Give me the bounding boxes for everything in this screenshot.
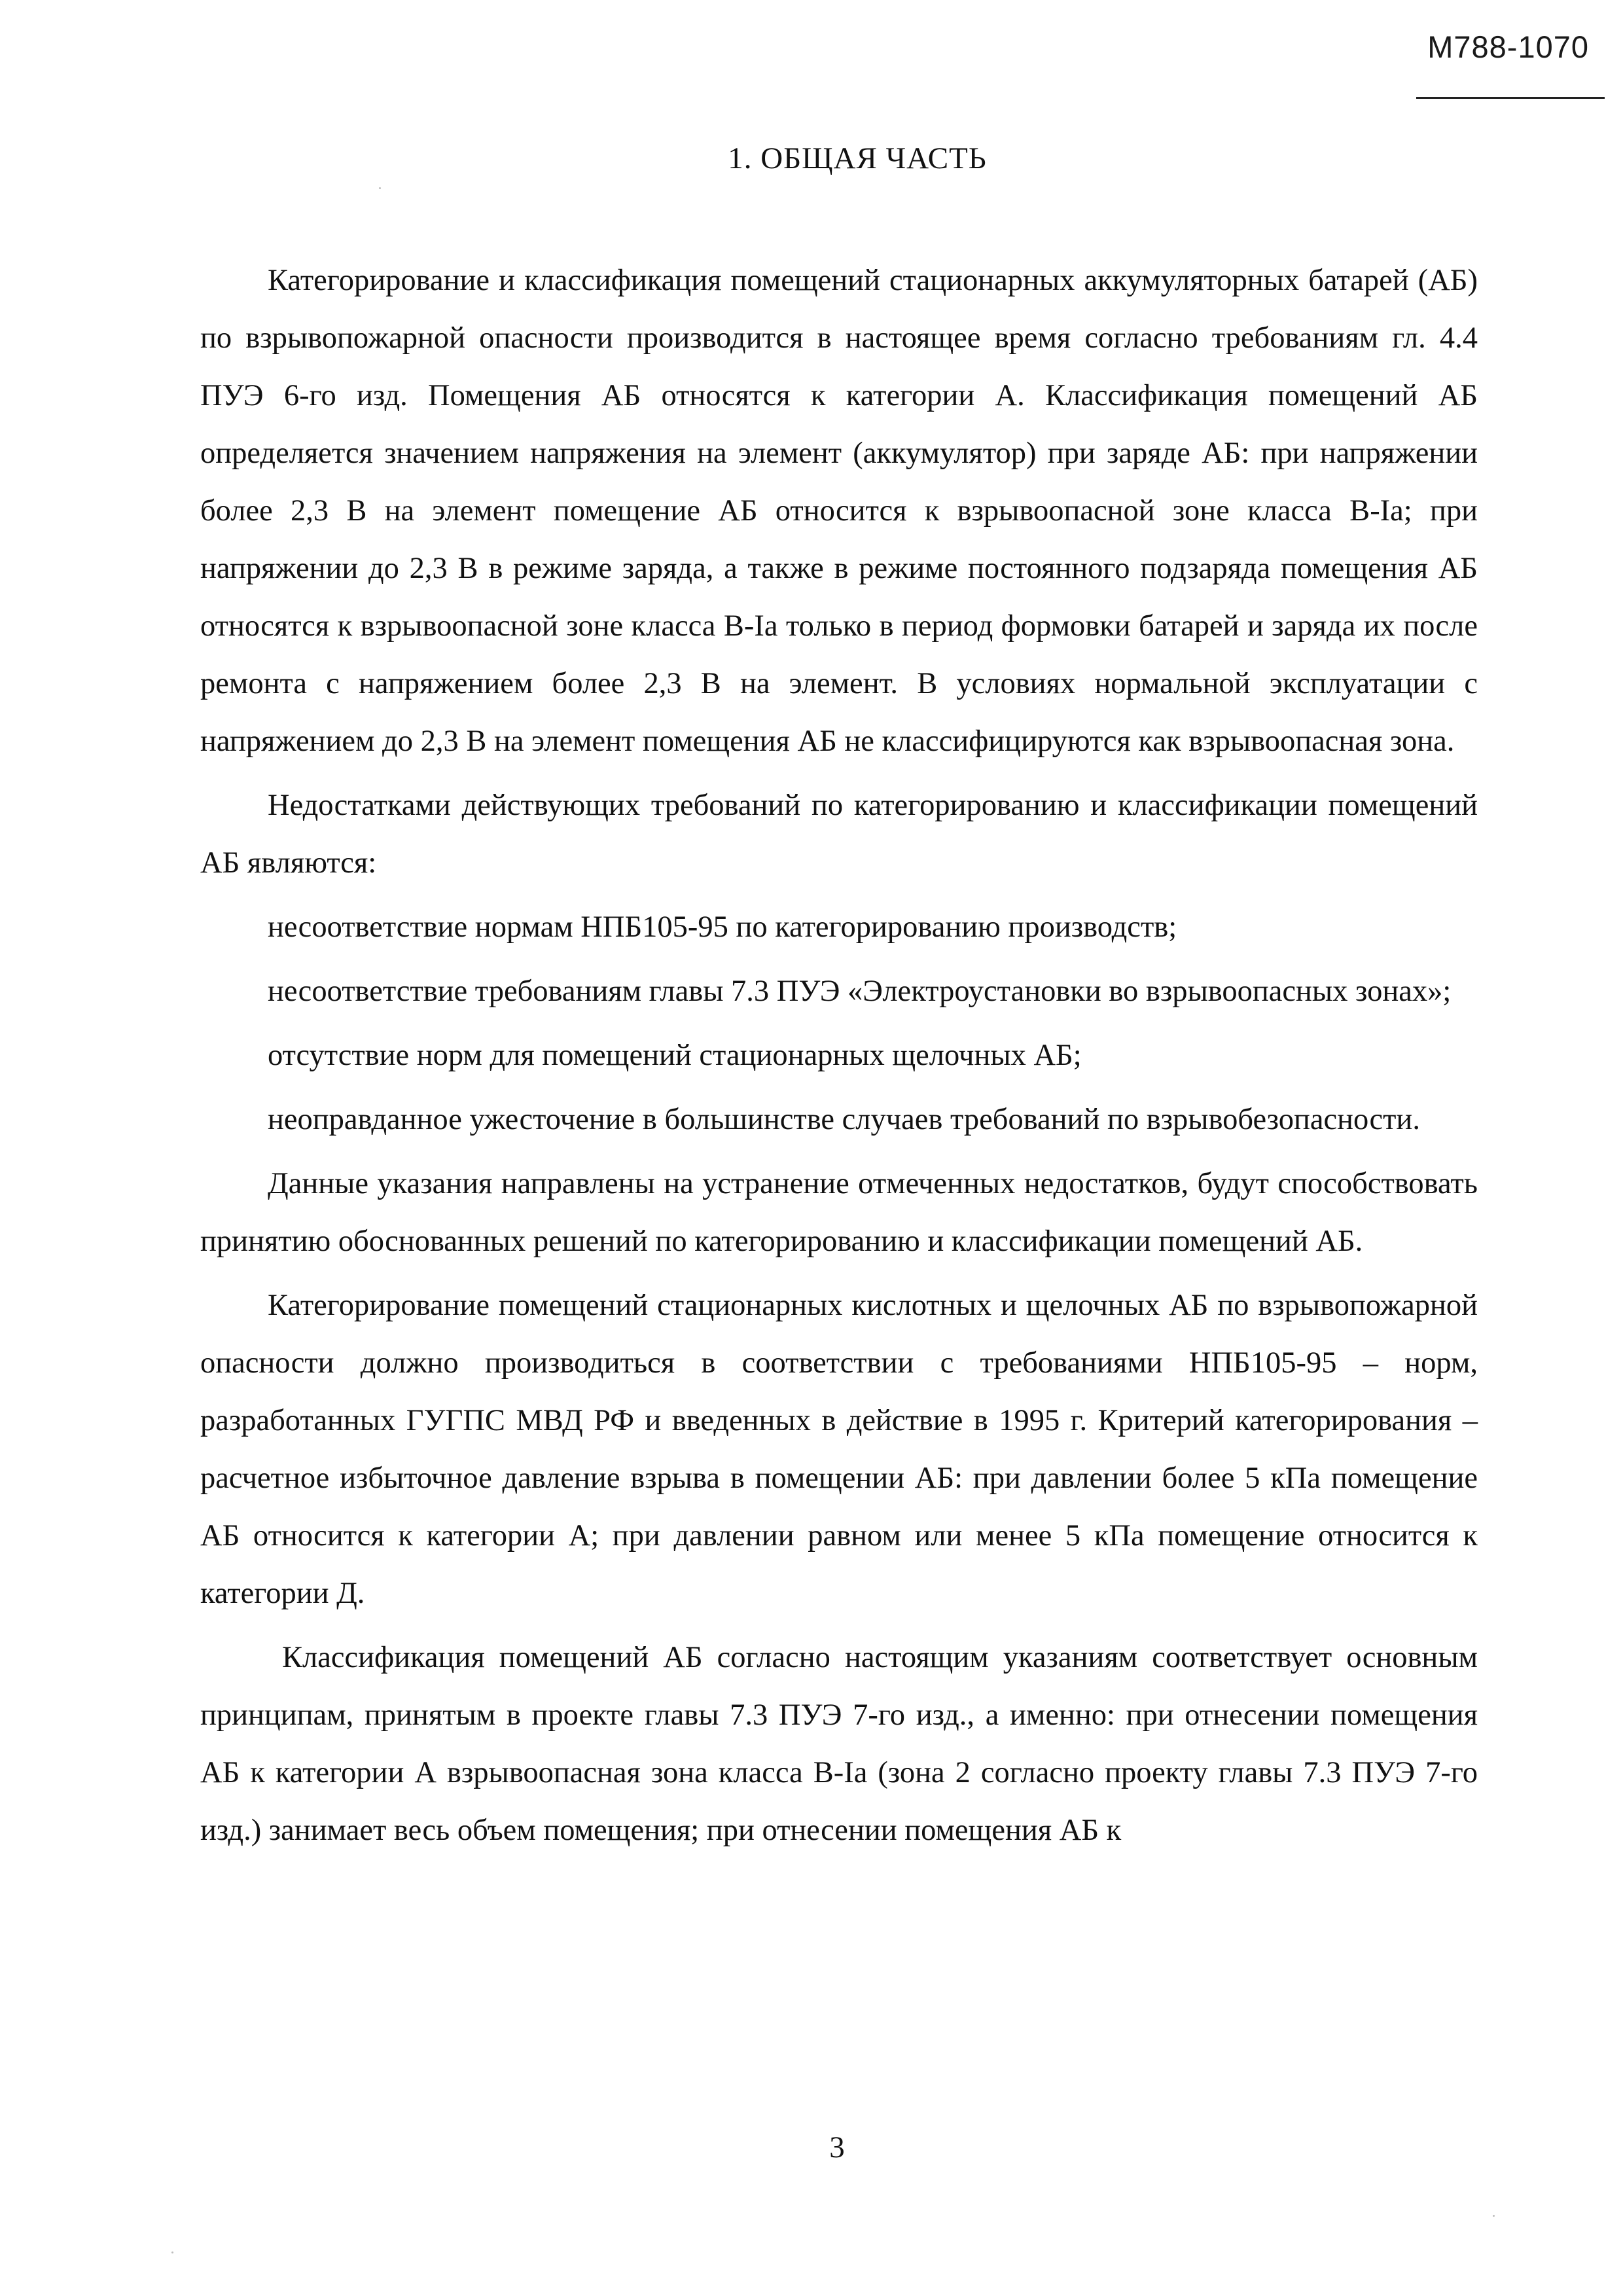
paragraph-categorization: Категорирование помещений стационарных кислотных и щелочных АБ по взрывопожарной опасности должно производиться в соответствии с требованиями НПБ105-95 – норм, разработанных ГУГПС МВД РФ и введенных в действие в 1995 г. Критерий категорирования – расчетное избыточное давление взрыва в помещении АБ: при давлении более 5 кПа помещение АБ относится к категории А; при давлении равном или менее 5 кПа помещение относится к категории Д. bbox=[200, 1289, 1478, 1610]
scan-speck bbox=[379, 187, 381, 189]
paragraph-shortcomings-lead: Недостатками действующих требований по категорированию и классификации помещений АБ являются: bbox=[200, 789, 1478, 880]
paragraph-classification: Классификация помещений АБ согласно настоящим указаниям соответствует основным принципам, принятым в проекте главы 7.3 ПУЭ 7-го изд., а именно: при отнесении помещения АБ к категории А взрывоопасная зона класса В-Ia (зона 2 согласно проекту главы 7.3 ПУЭ 7-го изд.) занимает весь объем помещения; при отнесении помещения АБ к bbox=[200, 1641, 1478, 1847]
list-item-shortcoming: отсутствие норм для помещений стационарных щелочных АБ; bbox=[268, 1039, 1082, 1072]
header-rule bbox=[1416, 97, 1605, 99]
list-item-shortcoming: неоправданное ужесточение в большинстве случаев требований по взрывобезопасности. bbox=[268, 1103, 1420, 1136]
section-title: 1. ОБЩАЯ ЧАСТЬ bbox=[728, 141, 987, 175]
document-code: М788-1070 bbox=[1427, 29, 1589, 64]
page-number: 3 bbox=[829, 2130, 845, 2164]
list-item-shortcoming: несоответствие нормам НПБ105-95 по категорированию производств; bbox=[268, 910, 1177, 944]
body-text bbox=[200, 252, 1478, 1866]
list-item-shortcoming: несоответствие требованиям главы 7.3 ПУЭ «Электроустановки во взрывоопасных зонах»; bbox=[268, 975, 1452, 1008]
scan-speck bbox=[1493, 2215, 1495, 2217]
paragraph-purpose: Данные указания направлены на устранение отмеченных недостатков, будут способствовать принятию обоснованных решений по категорированию и классификации помещений АБ. bbox=[200, 1167, 1478, 1258]
paragraph-intro: Категорирование и классификация помещений стационарных аккумуляторных батарей (АБ) по взрывопожарной опасности производится в настоящее время согласно требованиям гл. 4.4 ПУЭ 6-го изд. Помещения АБ относятся к категории А. Классификация помещений АБ определяется значением напряжения на элемент (аккумулятор) при заряде АБ: при напряжении более 2,3 В на элемент помещение АБ относится к взрывоопасной зоне класса В-Ia; при напряжении до 2,3 В в режиме заряда, а также в режиме постоянного подзаряда помещения АБ относятся к взрывоопасной зоне класса В-Ia только в период формовки батарей и заряда их после ремонта с напряжением более 2,3 В на элемент. В условиях нормальной эксплуатации с напряжением до 2,3 В на элемент помещения АБ не классифицируются как взрывоопасная зона. bbox=[200, 264, 1478, 758]
scan-speck bbox=[171, 2251, 173, 2253]
